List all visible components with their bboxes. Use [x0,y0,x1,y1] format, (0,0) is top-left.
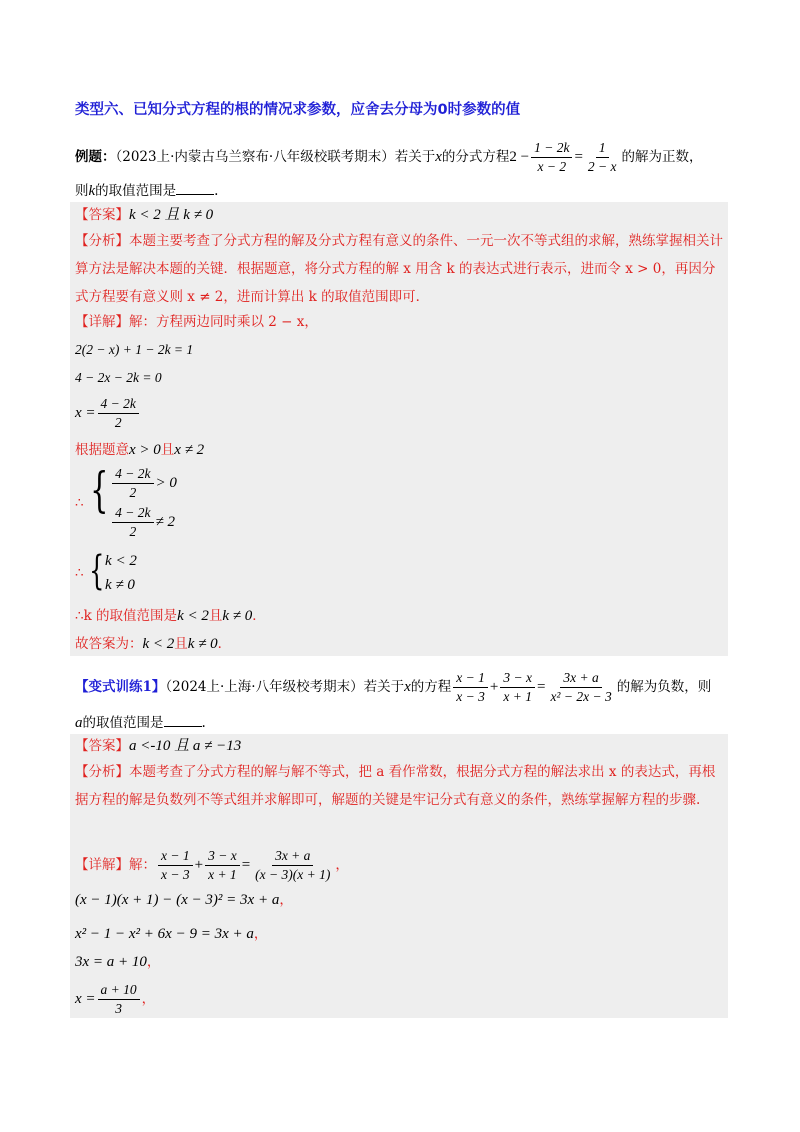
analysis2-paragraph [75,758,723,814]
final-a: k < 2 [142,636,175,652]
example-line2-end: . [214,183,219,199]
variant-text-end: 的解为负数，则 [616,679,712,695]
example-var-x: x [435,149,442,165]
example-line2-post: 的取值范围是 [95,183,177,199]
detail2-frac2-den: x + 1 [208,867,237,882]
example-question-line1 [75,140,703,175]
variant-question-line2 [75,712,206,733]
example-text-mid: 的分式方程 [441,149,510,165]
example-line2-pre: 则 [75,183,89,199]
analysis2-label: 【分析】 [75,764,129,780]
system-1-row-1 [110,466,177,501]
answer-blank [176,180,214,195]
detail2-comma-4: ， [141,991,156,1007]
system-1-row-2-rel: ≠ 2 [155,514,175,530]
variant-label: 【变式训练1】 [75,679,166,695]
system-1-row-1-num: 4 − 2k [112,466,153,484]
variant-frac1-num: x − 1 [453,670,488,688]
variant-question-line1 [75,670,711,705]
answer2-text: a <-10 且 a ≠ −13 [129,738,242,754]
variant-frac3-num: 3x + a [560,670,601,688]
detail2-step-2-text: x² − 1 − x² + 6x − 9 = 3x + a [75,926,254,942]
system-1-row-2 [110,505,177,540]
answer1-text: k < 2 且 k ≠ 0 [129,207,214,223]
analysis1-label: 【分析】 [75,233,129,249]
detail1-condition-line [75,440,204,460]
variant-frac3 [547,670,614,705]
example-frac2-num: 1 [596,140,609,158]
final-and: 且 [174,636,188,652]
variant-line2-post: 的取值范围是 [82,715,164,731]
analysis2-text: 本题考查了分式方程的解与解不等式，把 a 看作常数，根据分式方程的解法求出 x 的表达式，再根据方程的解是负数列不等式组并求解即可，解题的关键是牢记分式有意义的条件，熟练掌握解方程的步骤. [75,764,716,808]
detail1-cond-b: x ≠ 2 [174,442,205,458]
detail1-system-2 [75,548,137,595]
detail1-label: 【详解】 [75,314,129,330]
example-source: （2023上·内蒙古乌兰察布·八年级校联考期末）若关于 [115,149,436,165]
system-1-row-2-frac [112,505,153,540]
detail1-final-line [75,634,231,654]
final-end: ． [217,636,232,652]
example-frac2-den: 2 − x [587,159,617,174]
system-2-row-1: k < 2 [105,553,137,569]
detail2-frac3-den: (x − 3)(x + 1) [255,867,331,882]
detail2-frac1-den: x − 3 [161,867,190,882]
variant-frac1-den: x − 3 [456,689,485,704]
final-b: k ≠ 0 [187,636,218,652]
analysis1-paragraph [75,227,723,311]
section-heading: 类型六、已知分式方程的根的情况求参数，应舍去分母为0时参数的值 [75,102,521,118]
answer2-line [75,736,241,756]
variant-var-x: x [404,679,411,695]
detail2-frac3-num: 3x + a [272,848,313,866]
example-question-line2 [75,180,218,201]
system-1-rows [110,466,177,540]
variant-plus: + [489,679,499,695]
range-b: k ≠ 0 [222,608,253,624]
detail2-comma-1: ， [279,892,293,908]
detail1-step-1: 2(2 − x) + 1 − 2k = 1 [75,342,194,357]
variant-source: （2024上·上海·八年级校考期末）若关于 [165,679,405,695]
detail1-range-line [75,606,266,626]
therefore-symbol-2: ∴ [75,565,84,581]
example-frac1-num: 1 − 2k [531,140,572,158]
example-eq-equals: = [574,149,583,165]
example-label: 例题： [75,149,116,165]
variant-frac2 [500,670,535,705]
system-2-row-2: k ≠ 0 [105,577,135,593]
variant-equals: = [536,679,546,695]
system-1-row-2-num: 4 − 2k [112,505,153,523]
detail2-frac1-num: x − 1 [158,848,193,866]
system-2-brace-group [84,548,137,595]
range-end: ． [252,608,266,624]
detail1-cond-a: x > 0 [129,442,161,458]
variant-line2-end: . [201,715,206,731]
detail2-x-num: a + 10 [98,982,140,1000]
answer1-line [75,205,213,225]
variant-frac1 [453,670,488,705]
detail2-plus: + [194,857,204,873]
system-1-row-1-rel: > 0 [155,475,177,491]
detail1-cond-pre: 根据题意 [75,442,129,458]
detail2-x-eq: x = [75,991,96,1007]
variant-var-a: a [75,715,83,731]
example-frac1 [531,140,572,175]
range-a: k < 2 [177,608,209,624]
system-1-brace-group [84,462,177,540]
answer1-label: 【答案】 [75,207,129,223]
system-2-rows [105,551,137,595]
detail2-intro-line [75,848,349,883]
system-1-row-2-den: 2 [129,524,137,539]
detail2-step-1 [75,890,293,910]
range-and: 且 [208,608,223,624]
detail1-x-frac [98,396,139,431]
detail2-equals: = [241,857,251,873]
final-pre: 故答案为： [75,636,143,652]
range-pre: ∴k 的取值范围是 [75,608,178,624]
system-1-row-1-den: 2 [129,485,137,500]
detail2-step-2 [75,924,267,944]
detail1-step-2: 4 − 2x − 2k = 0 [75,370,162,385]
detail1-system-1 [75,462,177,540]
example-text-end: 的解为正数， [621,149,703,165]
detail2-frac1 [158,848,193,883]
analysis1-text: 本题主要考查了分式方程的解及分式方程有意义的条件、一元一次不等式组的求解，熟练掌握相关计算方法是解决本题的关键．根据题意，将分式方程的解 x 用含 k 的表达式进行表示，进而令 x > 0，再因分式方程要有意义则 x ≠ 2，进而计算出 k 的取值范围即可． [75,233,723,305]
detail1-x-num: 4 − 2k [98,396,139,414]
detail2-frac3 [252,848,333,883]
answer2-label: 【答案】 [75,738,129,754]
variant-frac3-den: x² − 2x − 3 [550,689,612,704]
detail1-cond-and: 且 [160,442,175,458]
detail2-x-expression [75,982,155,1017]
system-1-row-1-frac [112,466,153,501]
example-frac2 [585,140,620,175]
detail2-x-den: 3 [115,1001,122,1016]
detail1-x-expression [75,396,141,431]
detail2-step-3-text: 3x = a + 10 [75,954,147,970]
detail2-step-3 [75,952,160,972]
variant-frac2-den: x + 1 [503,689,532,704]
detail1-intro-line [75,312,318,332]
detail1-x-den: 2 [114,415,122,430]
example-eq-left: 2 − [509,149,530,165]
variant-text-mid: 的方程 [410,679,452,695]
detail1-x-eq: x = [75,405,96,421]
detail2-frac2 [205,848,240,883]
detail2-step-1-text: (x − 1)(x + 1) − (x − 3)² = 3x + a [75,892,280,908]
detail1-intro: 解：方程两边同时乘以 2 − x， [129,314,318,330]
variant-answer-blank [164,712,202,727]
detail2-comma-0: ， [335,857,349,873]
detail2-label: 【详解】 [75,857,129,873]
detail2-x-frac [98,982,140,1017]
detail2-comma-2: ， [253,926,268,942]
example-frac1-den: x − 2 [537,159,567,174]
example-var-k: k [88,183,96,199]
therefore-symbol-1: ∴ [75,495,84,511]
left-brace-icon: { [89,462,109,518]
left-brace-icon: { [88,548,104,594]
detail2-comma-3: ， [146,954,161,970]
detail2-intro: 解： [129,857,156,873]
detail2-frac2-num: 3 − x [205,848,240,866]
variant-frac2-num: 3 − x [500,670,535,688]
